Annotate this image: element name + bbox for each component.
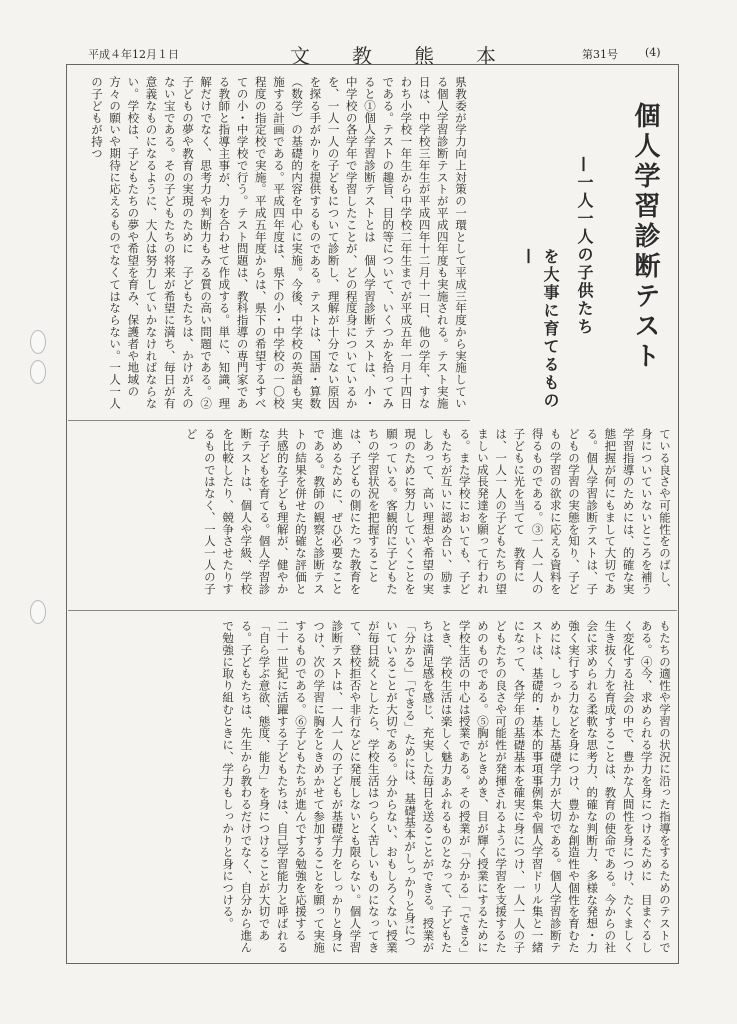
binder-hole (30, 600, 46, 624)
newspaper-masthead: 文教熊本 (290, 44, 538, 68)
article-body-band-3: もたちの適性や学習の状況に沿った指導をするためのテストである。④今、求められる学力を身につけるために 目まぐるしく変化する社会の中で、豊かな人間性を身につけ、たくましく生き抜く力を育成することは、教育の使命である。今からの社会に求められる柔軟な思考力、的確な判断力、多様な発想・力強く実行する力などを身につけ、豊かな創造性や個性を育むためには、しっかりした基礎学力が大切である。個人学習診断テストは、基礎的・基本的事項事例集や個人学習ドリル集と一緒になって、各学年の基礎基本を確実に身につけ、一人一人の子どもたちの良さや可能性が発揮されるように学習を支援するためのものである。⑤胸がときめき、目が輝く授業にするために 学校生活の中心は授業である。その授業が「分かる」「できる」とき、学校生活は楽しく魅力あふれるものとなって、子どもたちは満足感を感じ、充実した毎日を送ることができる。授業が「分かる」「できる」ためには、基礎基本がしっかりと身についていることが大切である。分からない、おもしろくない授業が毎日続くとしたら、学校生活はつらく苦しいものになってきて、登校拒否や非行などに発展しないとも限らない。個人学習診断テストは、一人一人の子どもが基礎学力をしっかりと身につけ、次の学習に胸をときめかせて参加することを願って実施するものである。⑥子どもたちが進んでする勉強を応援する 二十一世紀に活躍する子どもたちは、自己学習能力と呼ばれる「自ら学ぶ意欲、態度、能力」を身につけることが大切である。子どもたちは、先生から教わるだけでなく、自分から進んで勉強に取り組むときに、学力もしっかりと身につける。 (221, 620, 672, 966)
issue-date: 平成４年12月１日 (88, 48, 179, 61)
article-title: 個人学習診断テスト (630, 102, 660, 372)
binder-hole (30, 330, 46, 354)
article-body-band-1: 県教委が学力向上対策の一環として平成三年度から実施している個人学習診断テストが平成四年度も実施される。テスト実施日は、中学校三年生が平成四年十二月十一日、他の学年、すなわち小学校一年生から中学校二年生までが平成五年一月十四日である。テストの趣旨、目的等について、いくつかを拾ってみると①個人学習診断テストとは 個人学習診断テストは、小・中学校の各学年で学習したことが、どの程度身についているかを、一人一人の子どもについて診断し、理解が十分でない原因を探る手がかりを提供するものである。テストは、国語・算数（数学）の基礎的内容を中心に実施。今後、中学校の英語も実施する計画である。平成四年度は、県下の小・中学校の一〇校程度の指定校で実施。平成五年度からは、県下の希望するすべての小・中学校で行う。テスト問題は、教科指導の専門家である教師と指導主事が、力を合わせて作成する。単に、知識、理解だけでなく、思考力や判断力もみる質の高い問題である。②子どもの夢や教育の実現のために 子どもたちは、かけがえのない宝である。その子どもたちの将来が希望に満ち、毎日が有意義なものになるように、大人は努力していかなければならない。学校は、子どもたちの夢や希望を育み、保護者や地域の方々の願いや期待に応えるものでなくてはならない。一人一人の子どもが持つ (89, 76, 468, 410)
article-subtitle: —一人一人の子供たち (575, 156, 594, 336)
headline-block (474, 70, 674, 415)
page-header (0, 40, 737, 66)
page-number: (4) (645, 46, 661, 59)
band-divider (68, 610, 677, 611)
article-body-band-2: ている良さや可能性をのばし、身についていないところを補う学習指導のためには、的確な実態把握が何にもまして大切である。個人学習診断テストは、子どもの学習の実態を知り、子どもの学習の欲求に応える資料を得るものである。③一人一人の子どもに光を当てて 教育には、一人一人の子どもたちの望ましい成長発達を願って行われる。また学校においても、子どもたちが互いに認め合い、励ましあって、高い理想や希望の実現のために努力していくことを願っている。客観的に子どもたちの学習状況を把握することは、子どもの側にたった教育を進めるために、ぜひ必要なことである。教師の観察と診断テストの結果を併せた的確な評価と共感的な子ども理解が、健やかな子どもを育てる。個人学習診断テストは、個人や学級、学校を比較したり、競争させたりするものではなく、一人一人の子ど (184, 428, 672, 595)
band-divider (68, 420, 470, 421)
binder-hole (30, 360, 46, 384)
issue-number: 第31号 (582, 48, 618, 61)
article-subtitle-cont: を大事に育てるもの— (520, 248, 560, 410)
